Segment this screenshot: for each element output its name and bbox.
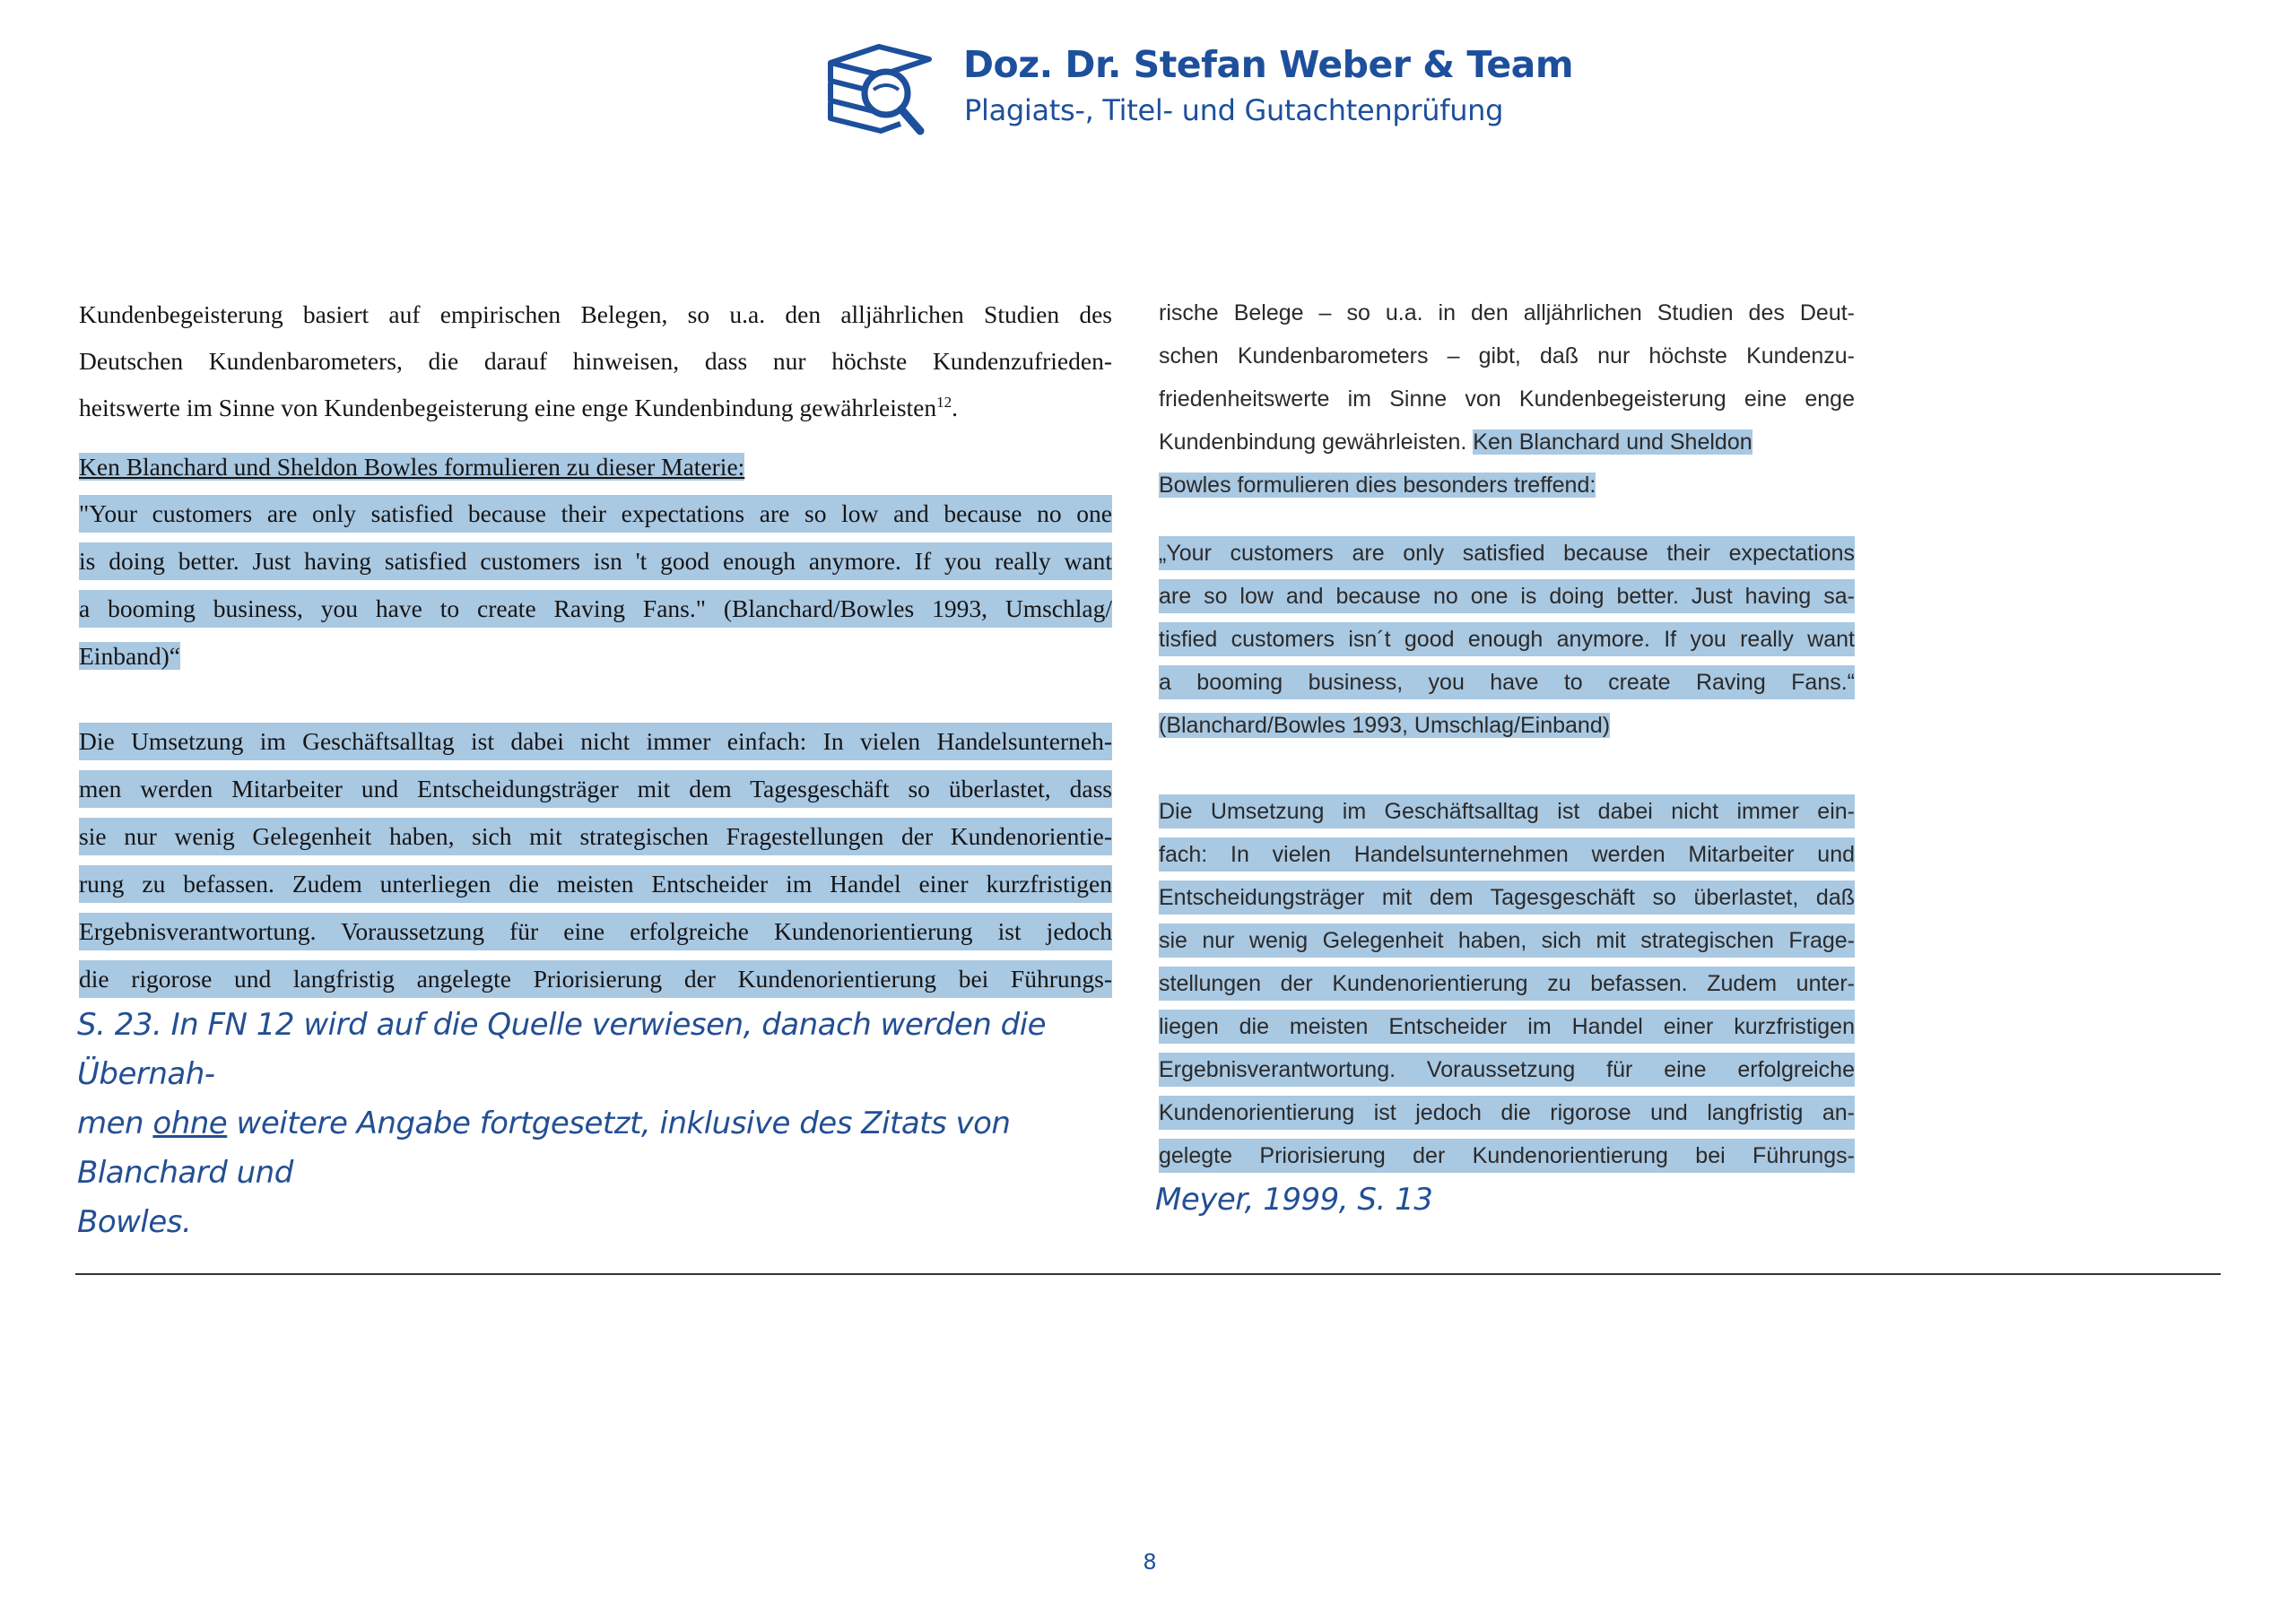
right-quote-line-2: are so low and because no one is doing better. Just having sa- [1159, 584, 1855, 609]
left-intro-line-1: Kundenbegeisterung basiert auf empirischen Belegen, so u.a. den alljährlichen Studien des [79, 300, 1112, 328]
right-body-line-2: fach: In vielen Handelsunternehmen werden Mitarbeiter und [1159, 842, 1855, 867]
right-quote-line-3: tisfied customers isn´t good enough anymore. If you really want [1159, 627, 1855, 652]
right-body-line-5: stellungen der Kundenorientierung zu befassen. Zudem unter- [1159, 971, 1855, 996]
left-intro-line-2: Deutschen Kundenbarometers, die darauf hinweisen, dass nur höchste Kundenzufrieden- [79, 347, 1112, 375]
left-quote-line-2: is doing better. Just having satisfied customers isn 't good enough anymore. If you really want [79, 547, 1112, 575]
left-heading: Ken Blanchard und Sheldon Bowles formulieren zu dieser Materie: [79, 453, 745, 481]
book-magnifier-icon [823, 38, 940, 136]
right-quote-line-4: a booming business, you have to create Raving Fans.“ [1159, 670, 1855, 695]
left-caption-line-2: men ohne weitere Angabe fortgesetzt, inklusive des Zitats von Blanchard und [77, 1106, 1011, 1191]
left-body-line-6: die rigorose und langfristig angelegte Priorisierung der Kundenorientierung bei Führungs- [79, 965, 1112, 993]
left-caption [77, 1001, 1126, 1247]
left-body-line-5: Ergebnisverantwortung. Voraussetzung für eine erfolgreiche Kundenorientierung ist jedoch [79, 917, 1112, 945]
left-quote-line-1: "Your customers are only satisfied because their expectations are so low and because no one [79, 499, 1112, 527]
left-body-line-3: sie nur wenig Gelegenheit haben, sich mit strategischen Fragestellungen der Kundenorientie- [79, 822, 1112, 850]
left-intro-line-3: heitswerte im Sinne von Kundenbegeisterung eine enge Kundenbindung gewährleisten$^{12}$. [79, 393, 959, 421]
right-caption: Meyer, 1999, S. 13 [1155, 1182, 1433, 1218]
left-quote-line-4: Einband)“ [79, 642, 181, 670]
brand-subtitle: Plagiats-, Titel- und Gutachtenprüfung [964, 93, 1504, 127]
right-body-line-8: Kundenorientierung ist jedoch die rigorose und langfristig an- [1159, 1100, 1855, 1125]
right-quote-line-5: (Blanchard/Bowles 1993, Umschlag/Einband) [1159, 713, 1611, 738]
left-body-line-2: men werden Mitarbeiter und Entscheidungsträger mit dem Tagesgeschäft so überlastet, dass [79, 775, 1112, 802]
left-body-line-4: rung zu befassen. Zudem unterliegen die meisten Entscheider im Handel einer kurzfristigen [79, 870, 1112, 898]
right-intro-line-4: Kundenbindung gewährleisten. Ken Blanchard und Sheldon [1159, 429, 1752, 455]
left-caption-line-1: S. 23. In FN 12 wird auf die Quelle verwiesen, danach werden die Übernah- [77, 1007, 1047, 1092]
right-body-line-4: sie nur wenig Gelegenheit haben, sich mit strategischen Frage- [1159, 928, 1855, 953]
right-intro-line-5: Bowles formulieren dies besonders treffend: [1159, 473, 1596, 498]
page-header [823, 36, 1574, 143]
footnote-marker: 12 [936, 393, 952, 411]
right-intro-line-1: rische Belege – so u.a. in den alljährlichen Studien des Deut- [1159, 300, 1855, 325]
left-body-line-1: Die Umsetzung im Geschäftsalltag ist dabei nicht immer einfach: In vielen Handelsunterneh- [79, 727, 1112, 755]
page-number: 8 [1143, 1549, 1157, 1574]
right-body-line-7: Ergebnisverantwortung. Voraussetzung für eine erfolgreiche [1159, 1057, 1855, 1082]
right-body-line-6: liegen die meisten Entscheider im Handel einer kurzfristigen [1159, 1014, 1855, 1039]
right-quote-line-1: „Your customers are only satisfied because their expectations [1159, 541, 1855, 566]
right-intro-line-2: schen Kundenbarometers – gibt, daß nur höchste Kundenzu- [1159, 343, 1855, 369]
right-body-line-9: gelegte Priorisierung der Kundenorientierung bei Führungs- [1159, 1143, 1855, 1168]
right-body-line-3: Entscheidungsträger mit dem Tagesgeschäft so überlastet, daß [1159, 885, 1855, 910]
left-caption-line-3: Bowles. [77, 1204, 192, 1240]
left-quote-line-3: a booming business, you have to create Raving Fans." (Blanchard/Bowles 1993, Umschlag/ [79, 594, 1112, 622]
right-intro-line-3: friedenheitswerte im Sinne von Kundenbegeisterung eine enge [1159, 386, 1855, 412]
right-body-line-1: Die Umsetzung im Geschäftsalltag ist dabei nicht immer ein- [1159, 799, 1855, 824]
brand-name: Doz. Dr. Stefan Weber & Team [963, 43, 1574, 86]
footer-divider [75, 1273, 2221, 1275]
